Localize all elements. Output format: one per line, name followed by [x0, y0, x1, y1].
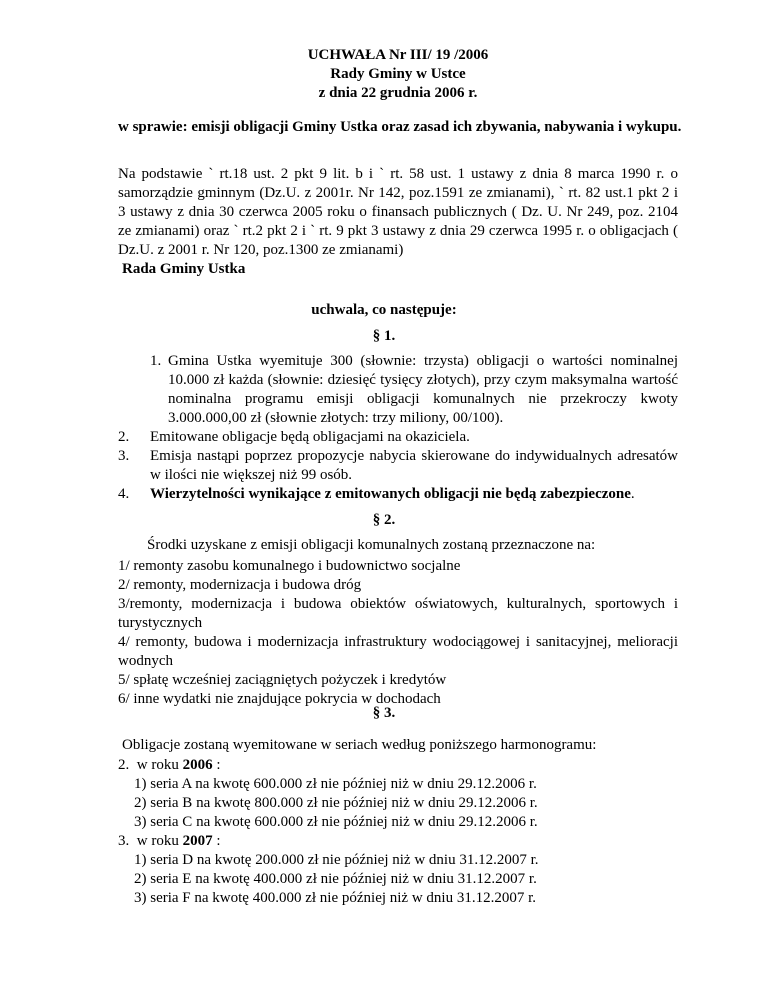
issue-schedule [118, 756, 678, 908]
section-3-heading: § 3. [372, 705, 396, 721]
legal-basis: Na podstawie ` rt.18 ust. 2 pkt 9 lit. b i ` rt. 58 ust. 1 ustawy z dnia 8 marca 1990 r. o samorządzie gminnym (Dz.U. z 2001r. Nr 142, poz.1591 ze zmianami), ` rt. 82 ust.1 pkt 2 i 3 ustawy z dnia 30 czerwca 2005 roku o finansach publicznych ( Dz. U. Nr 249, poz. 2104 ze zmianami) oraz ` rt.2 pkt 2 i ` rt. 9 pkt 3 ustawy z dnia 29 czerwca 1995 r. o obligacjach ( Dz.U. z 2001 r. Nr 120, poz.1300 ze zmianami) [118, 166, 678, 258]
list-item: 3/remonty, modernizacja i budowa obiektów oświatowych, kulturalnych, sportowych i turystycznych [118, 596, 678, 631]
section-1-list [118, 352, 678, 504]
resolution-header [118, 46, 678, 103]
schedule-item: 2) seria B na kwotę 800.000 zł nie później niż w dniu 29.12.2006 r. [134, 795, 538, 811]
list-item: 4. Wierzytelności wynikające z emitowanych obligacji nie będą zabezpieczone. [118, 486, 635, 502]
resolves-heading: uchwala, co następuje: [311, 302, 457, 318]
list-item: 2. Emitowane obligacje będą obligacjami na okaziciela. [118, 429, 470, 445]
list-item: 3. Emisja nastąpi poprzez propozycje nabycia skierowane do indywidualnych adresatów w ilości nie większej niż 99 osób. [118, 448, 678, 483]
schedule-year: 2. w roku 2006 : [118, 757, 221, 773]
schedule-year: 3. w roku 2007 : [118, 833, 221, 849]
schedule-item: 1) seria A na kwotę 600.000 zł nie później niż w dniu 29.12.2006 r. [134, 776, 537, 792]
list-item: 5/ spłatę wcześniej zaciągniętych pożyczek i kredytów [118, 672, 447, 688]
list-item: 6/ inne wydatki nie znajdujące pokrycia w dochodach [118, 691, 441, 707]
section-1-heading: § 1. [372, 328, 396, 344]
list-item: 2/ remonty, modernizacja i budowa dróg [118, 577, 362, 593]
schedule-item: 3) seria F na kwotę 400.000 zł nie później niż w dniu 31.12.2007 r. [134, 890, 537, 906]
list-item: 4/ remonty, budowa i modernizacja infrastruktury wodociągowej i sanitacyjnej, melioracji wodnych [118, 634, 678, 669]
resolution-number: UCHWAŁA Nr III/ 19 /2006 [307, 47, 489, 63]
schedule-item: 1) seria D na kwotę 200.000 zł nie później niż w dniu 31.12.2007 r. [134, 852, 539, 868]
section-3-intro: Obligacje zostaną wyemitowane w seriach według poniższego harmonogramu: [122, 737, 597, 753]
council-heading: Rada Gminy Ustka [122, 261, 246, 277]
schedule-item: 3) seria C na kwotę 600.000 zł nie później niż w dniu 29.12.2006 r. [134, 814, 538, 830]
schedule-item: 2) seria E na kwotę 400.000 zł nie później niż w dniu 31.12.2007 r. [134, 871, 537, 887]
section-2-intro: Środki uzyskane z emisji obligacji komunalnych zostaną przeznaczone na: [147, 537, 596, 553]
list-item: 1/ remonty zasobu komunalnego i budownictwo socjalne [118, 558, 461, 574]
resolution-date: z dnia 22 grudnia 2006 r. [318, 85, 478, 101]
resolution-subject: w sprawie: emisji obligacji Gminy Ustka oraz zasad ich zbywania, nabywania i wykupu. [118, 119, 682, 135]
section-2-heading: § 2. [372, 512, 396, 528]
section-2-list [118, 557, 678, 709]
list-item: 1. Gmina Ustka wyemituje 300 (słownie: trzysta) obligacji o wartości nominalnej 10.000 zł każda (słownie: dziesięć tysięcy złotych), przy czym maksymalna wartość nominalna programu emisji obligacji komunalnych nie przekroczy kwoty 3.000.000,00 zł (słownie złotych: trzy miliony, 00/100). [150, 353, 678, 426]
council-name: Rady Gminy w Ustce [330, 66, 466, 82]
